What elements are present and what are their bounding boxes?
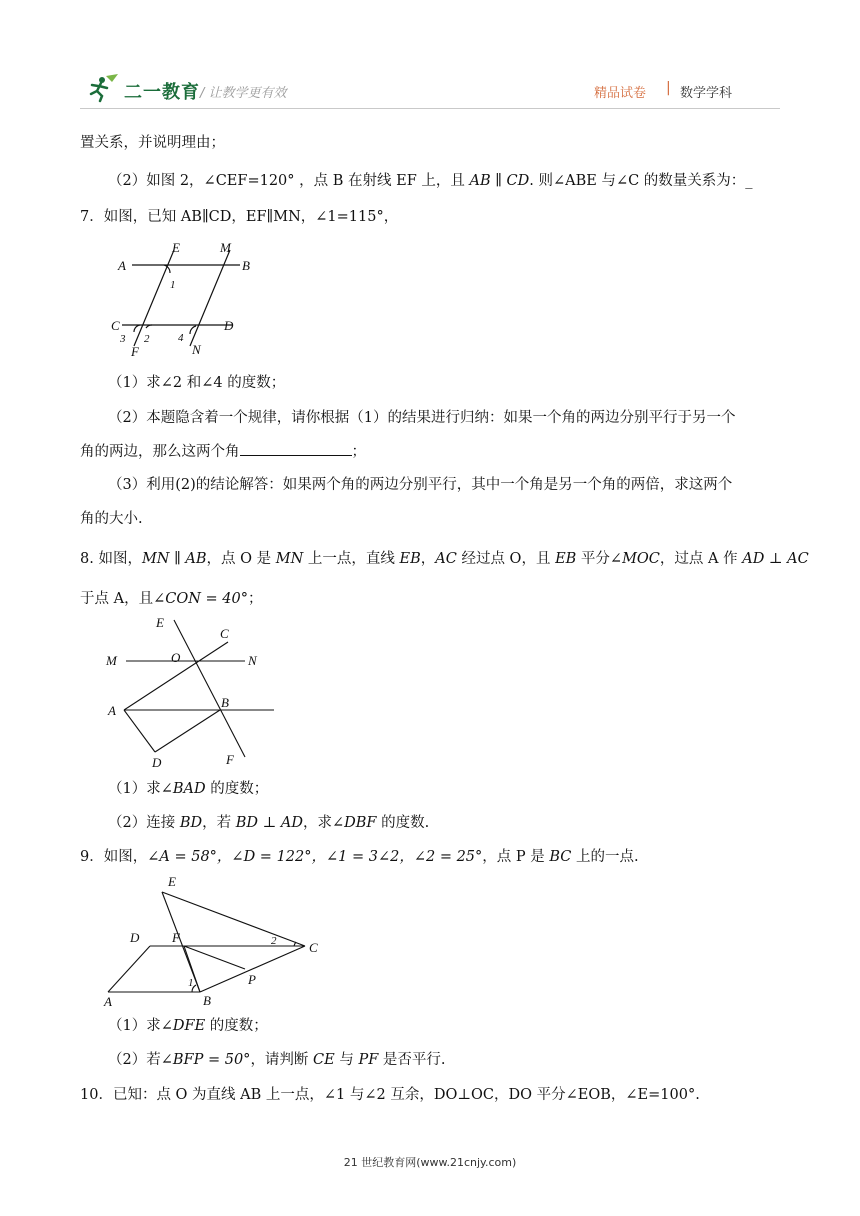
- label-D: D: [224, 318, 234, 333]
- question-7-part-3-line-1: （3）利用(2)的结论解答：如果两个角的两边分别平行，其中一个角是另一个角的两倍，求这两个: [108, 477, 733, 493]
- figure-q9: [100, 866, 340, 1012]
- label-A: A: [104, 994, 112, 1009]
- question-6-part-2: （2）如图 2，∠CEF=120° ，点 B 在射线 EF 上，且 AB ∥ CD. 则∠ABE 与∠C 的数量关系为：_: [108, 173, 753, 189]
- header-separator: |: [666, 80, 671, 96]
- answer-blank: [240, 441, 352, 456]
- question-9-part-2: （2）若∠BFP = 50°，请判断 CE 与 PF 是否平行.: [108, 1052, 446, 1068]
- label-P: P: [248, 972, 256, 987]
- text-line: 置关系，并说明理由；: [80, 135, 225, 151]
- label-B: B: [221, 695, 229, 710]
- question-8-part-2: （2）连接 BD，若 BD ⊥ AD，求∠DBF 的度数.: [108, 815, 430, 831]
- label-B: B: [203, 993, 211, 1008]
- figure-q7: [112, 238, 272, 362]
- page-header: [0, 0, 860, 120]
- brand-slogan: / 让教学更有效: [200, 86, 287, 101]
- runner-logo-icon: [88, 72, 124, 102]
- label-D: D: [130, 930, 140, 945]
- question-7-part-3-line-2: 角的大小.: [80, 511, 143, 527]
- label-E: E: [156, 615, 164, 630]
- label-D: D: [152, 755, 162, 770]
- label-A: A: [108, 703, 116, 718]
- label-O: O: [171, 650, 181, 665]
- label-F: F: [131, 344, 139, 359]
- header-label-subject: 数学学科: [680, 86, 733, 101]
- label-M: M: [220, 240, 231, 255]
- question-8-stem-line-2: 于点 A，且∠CON = 40°；: [80, 591, 263, 607]
- brand-logo-text: 二一教育: [124, 82, 200, 103]
- label-angle-4: 4: [178, 332, 184, 344]
- question-8-stem-line-1: 8. 如图，MN ∥ AB，点 O 是 MN 上一点，直线 EB，AC 经过点 O，且 EB 平分∠MOC，过点 A 作 AD ⊥ AC: [80, 551, 809, 567]
- label-C: C: [220, 626, 229, 641]
- question-7-part-2-line-2: 角的两边，那么这两个角 ；: [80, 441, 366, 462]
- label-E: E: [168, 874, 176, 889]
- question-7-part-2-line-1: （2）本题隐含着一个规律，请你根据（1）的结果进行归纳：如果一个角的两边分别平行于另一个: [108, 410, 736, 426]
- header-rule: [80, 108, 780, 109]
- label-B: B: [242, 258, 250, 273]
- question-7-part-1: （1）求∠2 和∠4 的度数；: [108, 375, 286, 391]
- label-N: N: [192, 342, 201, 357]
- label-N: N: [248, 653, 257, 668]
- question-7-stem: 7．如图，已知 AB∥CD，EF∥MN，∠1=115°，: [80, 209, 399, 225]
- label-F: F: [226, 752, 234, 767]
- label-C: C: [111, 318, 120, 333]
- label-E: E: [172, 240, 180, 255]
- label-angle-1: 1: [170, 279, 176, 291]
- question-9-stem: 9．如图，∠A = 58°，∠D = 122°，∠1 = 3∠2，∠2 = 25°，点 P 是 BC 上的一点.: [80, 849, 639, 865]
- label-F: F: [172, 930, 180, 945]
- label-angle-2: 2: [144, 333, 150, 345]
- question-10-stem: 10．已知：点 O 为直线 AB 上一点，∠1 与∠2 互余，DO⊥OC，DO 平分∠EOB，∠E=100°.: [80, 1087, 700, 1103]
- label-A: A: [118, 258, 126, 273]
- label-M: M: [106, 653, 117, 668]
- label-angle-3: 3: [120, 333, 126, 345]
- question-9-part-1: （1）求∠DFE 的度数；: [108, 1018, 268, 1034]
- label-angle-1: 1: [188, 977, 194, 989]
- label-C: C: [309, 940, 318, 955]
- header-label-premium: 精品试卷: [594, 86, 647, 101]
- page-footer: 21 世纪教育网(www.21cnjy.com): [343, 1156, 517, 1169]
- question-8-part-1: （1）求∠BAD 的度数；: [108, 781, 269, 797]
- figure-q8: [100, 612, 280, 772]
- label-angle-2: 2: [271, 935, 277, 947]
